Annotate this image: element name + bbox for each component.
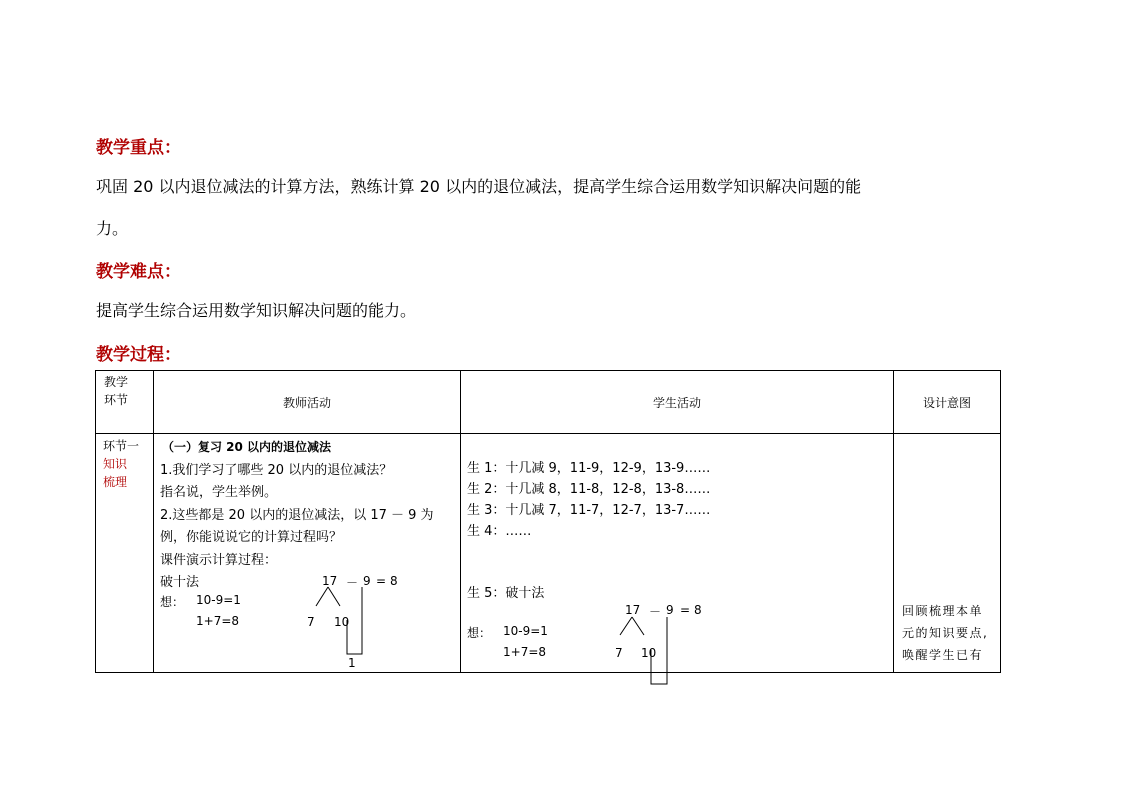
teacher-expr-a: 17 [322,574,338,588]
teacher-cell [154,434,461,673]
teacher-expr-res: 8 [390,574,398,588]
student-s3: 生 3：十几减 7，11-7，12-7，13-7…… [467,503,711,518]
difficulties-text: 提高学生综合运用数学知识解决问题的能力。 [96,301,417,320]
student-cell [461,434,894,673]
header-stage-line2: 环节 [104,393,129,407]
student-s4: 生 4：…… [467,524,532,539]
student-split-b: 10 [641,646,657,660]
teacher-expr-b: 9 [363,574,371,588]
stage-cell [96,434,154,673]
student-s2: 生 2：十几减 8，11-8，12-8，13-8…… [467,482,711,497]
heading-process: 教学过程： [96,345,181,365]
table-header-row [96,371,1001,434]
teacher-think-label: 想： [160,595,185,609]
teacher-q1b: 指名说，学生举例。 [160,485,278,500]
design-cell [894,434,1001,673]
heading-key-points: 教学重点： [96,138,181,158]
student-s1: 生 1：十几减 9，11-9，12-9，13-9…… [467,461,711,476]
header-stage [96,371,154,434]
student-expr-res: 8 [694,603,702,617]
teacher-split-a: 7 [307,615,315,629]
teacher-split-b: 10 [334,615,350,629]
key-points-line1: 巩固 20 以内退位减法的计算方法，熟练计算 20 以内的退位减法，提高学生综合运用数学知识解决问题的能 [96,177,862,196]
teacher-result: 1 [348,656,356,670]
teacher-q1: 1.我们学习了哪些 20 以内的退位减法？ [160,463,393,478]
student-expr-a: 17 [625,603,641,617]
student-expr-op: － [649,605,662,619]
header-design: 设计意图 [894,371,1001,434]
stage-sub2: 梳理 [103,475,128,489]
student-expr-eq: = [680,603,691,617]
teacher-q2b: 例，你能说说它的计算过程吗？ [160,530,343,545]
header-teacher: 教师活动 [154,371,461,434]
student-think2: 1+7=8 [503,645,547,659]
teacher-demo: 课件演示计算过程： [160,553,278,568]
stage-sub1: 知识 [103,457,128,471]
teacher-method: 破十法 [160,575,200,590]
table-row [96,434,1001,673]
student-expr-b: 9 [666,603,674,617]
lesson-table [95,370,1001,673]
design-line3: 唤醒学生已有 [902,648,984,662]
teacher-q2a: 2.这些都是 20 以内的退位减法，以 17 － 9 为 [160,508,434,523]
student-s5: 生 5：破十法 [467,586,545,601]
design-line1: 回顾梳理本单 [902,604,984,618]
teacher-expr-op: － [346,576,359,590]
student-think-label: 想： [467,626,492,640]
design-line2: 元的知识要点, [902,626,989,640]
student-think1: 10-9=1 [503,624,548,638]
teacher-title: （一）复习 20 以内的退位减法 [162,440,332,454]
stage-name: 环节一 [103,439,140,453]
student-split-a: 7 [615,646,623,660]
teacher-think1: 10-9=1 [196,593,241,607]
header-stage-line1: 教学 [104,375,129,389]
teacher-think2: 1+7=8 [196,614,240,628]
teacher-split-diagram [154,434,461,672]
student-split-diagram [461,434,894,684]
heading-difficulties: 教学难点： [96,262,181,282]
header-student: 学生活动 [461,371,894,434]
teacher-expr-eq: = [376,574,387,588]
key-points-line2: 力。 [96,219,129,238]
